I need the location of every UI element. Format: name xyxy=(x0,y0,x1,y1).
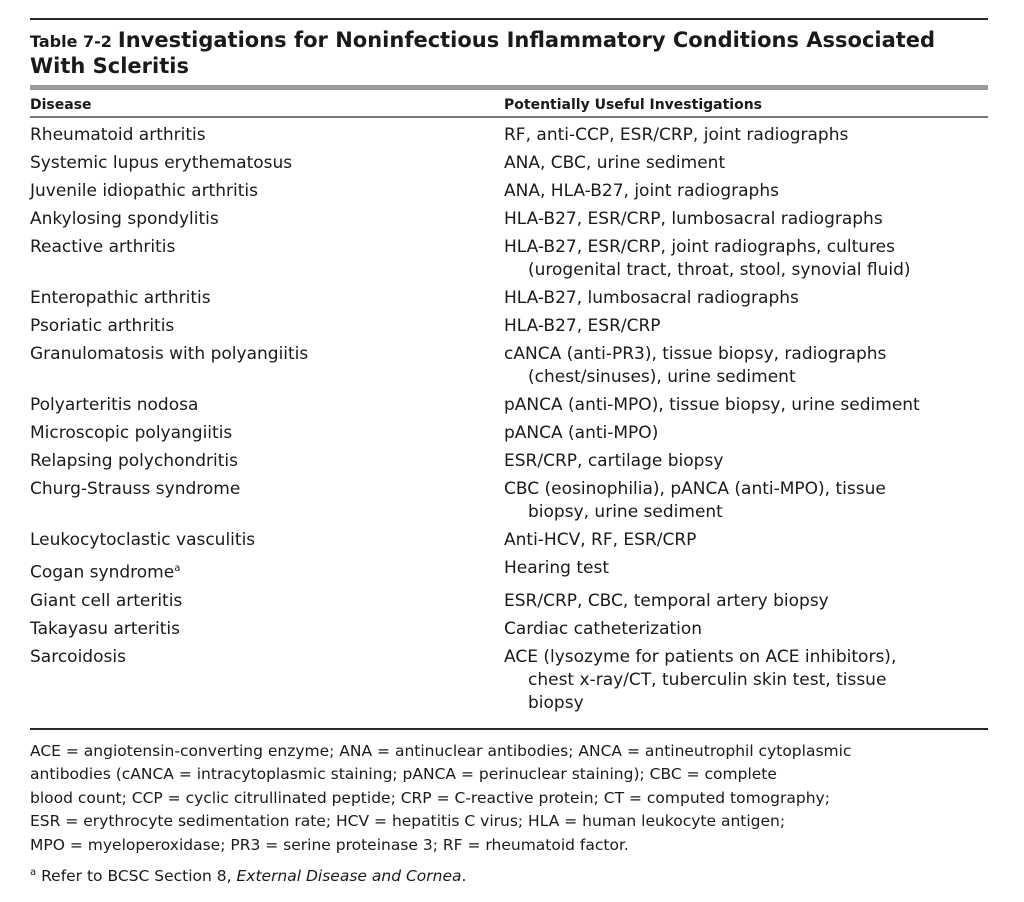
investigations-cell xyxy=(504,646,988,715)
table-row xyxy=(30,448,988,476)
table-row xyxy=(30,527,988,555)
investigations-cell xyxy=(504,422,988,445)
table-number: Table 7-2 xyxy=(30,32,112,51)
investigation-line: biopsy, urine sediment xyxy=(528,502,723,522)
table-row xyxy=(30,644,988,718)
disease-name: Juvenile idiopathic arthritis xyxy=(30,181,258,201)
investigation-line: ESR/CRP, CBC, temporal artery biopsy xyxy=(504,590,829,611)
investigation-line: HLA-B27, ESR/CRP xyxy=(504,316,661,336)
investigations-cell xyxy=(504,152,988,175)
disease-cell xyxy=(30,618,504,641)
investigations-cell xyxy=(504,450,988,473)
disease-name: Cogan syndrome xyxy=(30,562,175,583)
disease-cell xyxy=(30,646,504,715)
table-row xyxy=(30,476,988,527)
table-row xyxy=(30,616,988,644)
reference-prefix: Refer to BCSC Section 8, xyxy=(41,867,237,886)
table-row xyxy=(30,285,988,313)
investigation-line: cANCA (anti-PR3), tissue biopsy, radiographs xyxy=(504,344,887,364)
disease-cell xyxy=(30,394,504,417)
footnote-line: antibodies (cANCA = intracytoplasmic staining; pANCA = perinuclear staining); CBC = complete xyxy=(30,765,777,784)
bottom-rule xyxy=(30,728,988,730)
investigation-line: chest x-ray/CT, tuberculin skin test, tissue xyxy=(528,669,887,690)
table-title xyxy=(30,28,988,79)
header-investigations: Potentially Useful Investigations xyxy=(504,97,762,113)
disease-name: Polyarteritis nodosa xyxy=(30,395,199,415)
title-line-2: With Scleritis xyxy=(30,54,189,78)
investigation-line: HLA-B27, ESR/CRP, joint radiographs, cultures xyxy=(504,237,895,257)
reference-suffix: . xyxy=(461,867,467,886)
table-row xyxy=(30,392,988,420)
investigation-line: pANCA (anti-MPO), tissue biopsy, urine sediment xyxy=(504,395,920,415)
disease-name: Takayasu arteritis xyxy=(30,618,180,639)
disease-cell xyxy=(30,236,504,282)
investigations-cell xyxy=(504,394,988,417)
disease-name: Ankylosing spondylitis xyxy=(30,209,219,229)
investigations-cell xyxy=(504,124,988,147)
disease-cell xyxy=(30,450,504,473)
disease-cell xyxy=(30,590,504,613)
investigations-cell xyxy=(504,236,988,282)
investigations-cell xyxy=(504,529,988,552)
investigation-line: Anti-HCV, RF, ESR/CRP xyxy=(504,530,697,550)
table-header xyxy=(30,94,988,116)
investigation-line: ANA, HLA-B27, joint radiographs xyxy=(504,181,779,201)
top-rule xyxy=(30,18,988,20)
disease-name: Psoriatic arthritis xyxy=(30,316,175,336)
table-row xyxy=(30,420,988,448)
investigation-line: ESR/CRP, cartilage biopsy xyxy=(504,451,724,471)
disease-name: Relapsing polychondritis xyxy=(30,451,239,471)
investigation-line: RF, anti-CCP, ESR/CRP, joint radiographs xyxy=(504,125,849,145)
investigation-line: (chest/sinuses), urine sediment xyxy=(528,367,796,387)
reference-marker: a xyxy=(30,867,37,879)
footnote-line: ACE = angiotensin-converting enzyme; ANA = antinuclear antibodies; ANCA = antineutrophil cytoplasmic xyxy=(30,741,852,760)
disease-name: Leukocytoclastic vasculitis xyxy=(30,530,256,550)
disease-name: Enteropathic arthritis xyxy=(30,288,211,308)
table-row xyxy=(30,122,988,150)
reference-footnote xyxy=(30,867,988,885)
disease-cell xyxy=(30,529,504,552)
header-disease: Disease xyxy=(30,97,92,113)
header-rule xyxy=(30,116,988,118)
investigation-line: HLA-B27, lumbosacral radiographs xyxy=(504,288,799,308)
table-page xyxy=(30,18,988,885)
disease-cell xyxy=(30,152,504,175)
disease-name: Giant cell arteritis xyxy=(30,590,183,611)
investigations-cell xyxy=(504,557,988,585)
disease-cell xyxy=(30,478,504,524)
investigations-cell xyxy=(504,315,988,338)
disease-name: Rheumatoid arthritis xyxy=(30,125,206,145)
investigation-line: HLA-B27, ESR/CRP, lumbosacral radiographs xyxy=(504,209,883,229)
title-line-1 xyxy=(30,28,988,54)
disease-name: Sarcoidosis xyxy=(30,646,126,667)
reference-title: External Disease and Cornea xyxy=(236,867,462,886)
investigations-cell xyxy=(504,208,988,231)
table-row xyxy=(30,234,988,285)
disease-cell xyxy=(30,287,504,310)
investigations-cell xyxy=(504,180,988,203)
disease-cell xyxy=(30,557,504,585)
investigation-line: ACE (lysozyme for patients on ACE inhibitors), xyxy=(504,646,897,667)
table-row xyxy=(30,588,988,616)
table-row xyxy=(30,150,988,178)
title-rule xyxy=(30,85,988,90)
disease-name: Granulomatosis with polyangiitis xyxy=(30,344,309,364)
footnote-marker: a xyxy=(174,563,181,574)
investigations-cell xyxy=(504,618,988,641)
table-row xyxy=(30,178,988,206)
disease-cell xyxy=(30,315,504,338)
disease-cell xyxy=(30,180,504,203)
investigation-line: Hearing test xyxy=(504,558,609,578)
disease-name: Microscopic polyangiitis xyxy=(30,423,233,443)
abbreviations-footnote xyxy=(30,740,988,858)
investigations-cell xyxy=(504,287,988,310)
investigation-line: ANA, CBC, urine sediment xyxy=(504,153,726,173)
table-row xyxy=(30,555,988,588)
investigation-line: Cardiac catheterization xyxy=(504,618,703,639)
footnote-line: ESR = erythrocyte sedimentation rate; HCV = hepatitis C virus; HLA = human leukocyte antigen; xyxy=(30,812,786,831)
title-text-1: Investigations for Noninfectious Inflammatory Conditions Associated xyxy=(117,28,936,52)
table-row xyxy=(30,341,988,392)
disease-cell xyxy=(30,343,504,389)
footnote-line: blood count; CCP = cyclic citrullinated peptide; CRP = C-reactive protein; CT = computed tomography; xyxy=(30,788,830,807)
disease-name: Systemic lupus erythematosus xyxy=(30,153,293,173)
footnote-line: MPO = myeloperoxidase; PR3 = serine proteinase 3; RF = rheumatoid factor. xyxy=(30,835,629,854)
investigation-line: CBC (eosinophilia), pANCA (anti-MPO), tissue xyxy=(504,479,886,499)
disease-cell xyxy=(30,124,504,147)
investigations-cell xyxy=(504,590,988,613)
disease-name: Churg-Strauss syndrome xyxy=(30,479,241,499)
investigation-line: pANCA (anti-MPO) xyxy=(504,423,659,443)
investigations-cell xyxy=(504,478,988,524)
disease-cell xyxy=(30,422,504,445)
disease-name: Reactive arthritis xyxy=(30,237,176,257)
table-body xyxy=(30,122,988,718)
investigation-line: (urogenital tract, throat, stool, synovial fluid) xyxy=(528,260,911,280)
table-row xyxy=(30,313,988,341)
investigations-cell xyxy=(504,343,988,389)
investigation-line: biopsy xyxy=(528,692,584,713)
disease-cell xyxy=(30,208,504,231)
table-row xyxy=(30,206,988,234)
